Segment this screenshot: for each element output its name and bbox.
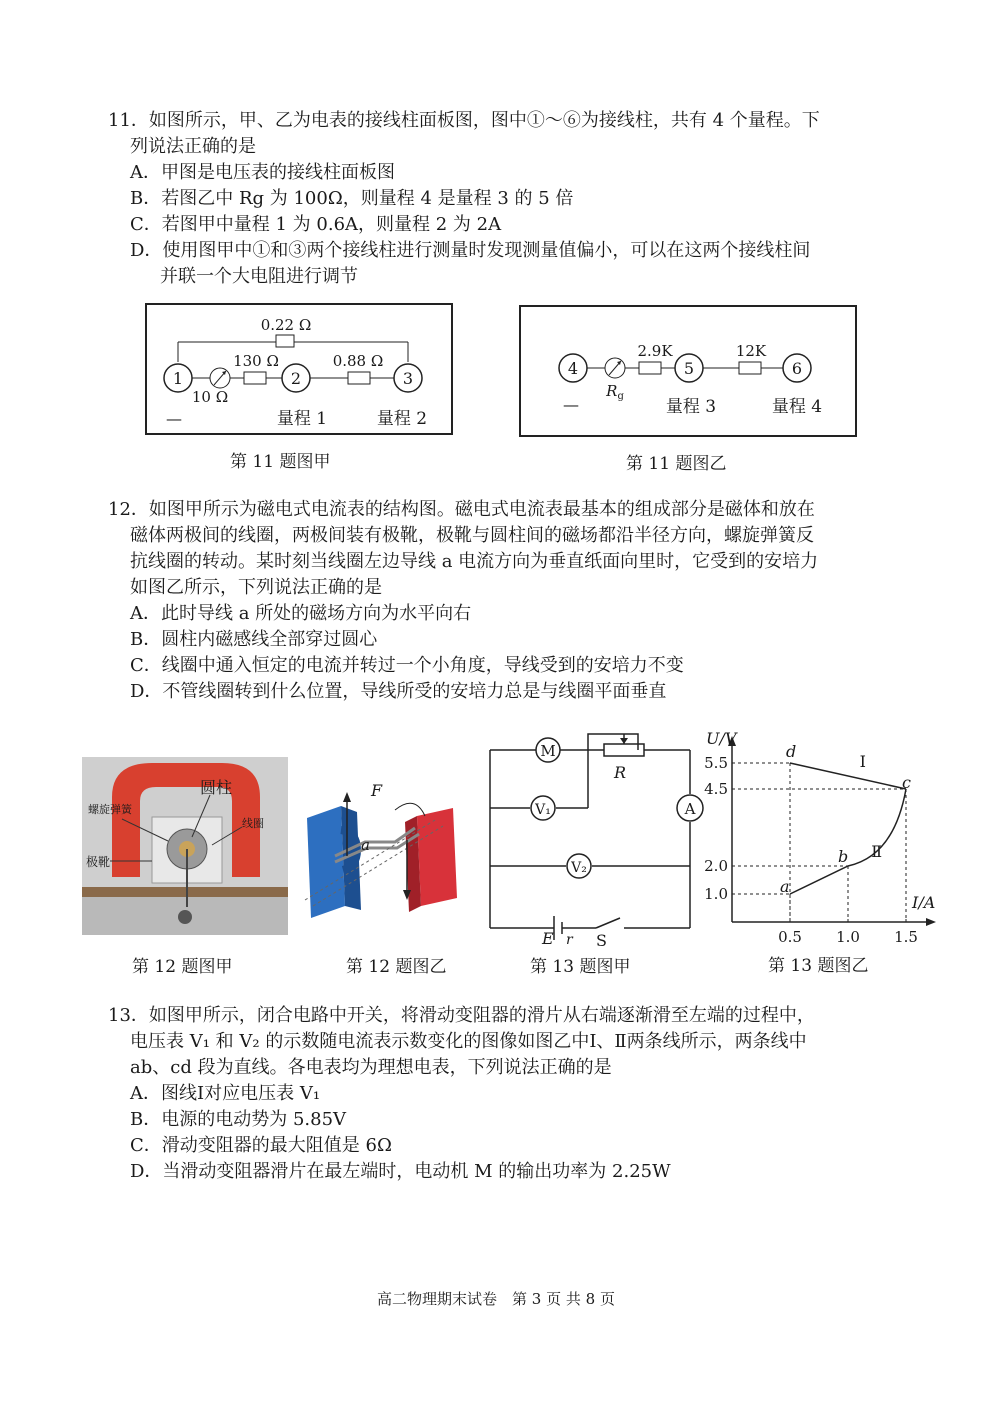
point-c-label: c	[902, 773, 911, 792]
minus-sign: —	[166, 409, 182, 428]
x-tick-label: 0.5	[778, 928, 802, 946]
q13-figure-a-circuit	[484, 730, 714, 950]
point-b-label: b	[838, 847, 849, 866]
switch-label: S	[596, 931, 607, 950]
page-footer: 高二物理期末试卷 第 3 页 共 8 页	[377, 1290, 615, 1308]
range-1-label: 量程 1	[276, 409, 328, 429]
series-I-name: Ⅰ	[859, 751, 866, 771]
y-tick-label: 4.5	[704, 780, 728, 798]
label-pole-shoe: 极靴	[86, 855, 111, 869]
q11-option-a: A．甲图是电压表的接线柱面板图	[130, 162, 395, 183]
rheostat-label: R	[613, 763, 627, 782]
q12-option-d: D．不管线圈转到什么位置，导线所受的安培力总是与线圈平面垂直	[130, 681, 667, 702]
resistor-label-12k: 12K	[735, 342, 767, 360]
q11-option-d-line1: D．使用图甲中①和③两个接线柱进行测量时发现测量值偏小，可以在这两个接线柱间	[130, 240, 811, 261]
series-I-line	[790, 763, 906, 789]
q12-stem-line3: 抗线圈的转动。某时刻当线圈左边导线 a 电流方向为垂直纸面向里时，它受到的安培力	[130, 551, 819, 572]
q13-stem-line3: ab、cd 段为直线。各电表均为理想电表，下列说法正确的是	[130, 1057, 612, 1078]
q11-option-b: B．若图乙中 Rg 为 100Ω，则量程 4 是量程 3 的 5 倍	[130, 188, 574, 209]
resistor-label-0.22: 0.22 Ω	[260, 316, 312, 334]
q13-option-d: D．当滑动变阻器滑片在最左端时，电动机 M 的输出功率为 2.25W	[130, 1161, 671, 1182]
q11-figure-b	[515, 302, 863, 442]
rg-label: $R_g$	[606, 382, 624, 402]
range-3-label: 量程 3	[665, 397, 717, 417]
point-a-label: a	[780, 877, 790, 896]
terminal-3: 3	[402, 369, 414, 388]
series-II-name: Ⅱ	[871, 841, 883, 861]
motor-label: M	[540, 742, 556, 760]
q11-option-c: C．若图甲中量程 1 为 0.6A，则量程 2 为 2A	[130, 214, 502, 235]
y-tick-label: 5.5	[704, 754, 728, 772]
q11-caption-a: 第 11 题图甲	[230, 452, 331, 472]
terminal-5: 5	[683, 359, 695, 378]
minus-sign: —	[563, 395, 579, 414]
terminal-4: 4	[567, 359, 579, 378]
q12-caption-b: 第 12 题图乙	[346, 957, 447, 977]
label-coil: 线圈	[242, 817, 264, 830]
terminal-1: 1	[172, 369, 184, 388]
q13-option-a: A．图线Ⅰ对应电压表 V₁	[130, 1083, 321, 1104]
q12-figure-b	[295, 770, 475, 920]
q13-caption-a: 第 13 题图甲	[530, 957, 631, 977]
internal-r-label: r	[566, 932, 573, 948]
voltmeter-v1-label: V₁	[535, 802, 551, 818]
resistor-label-2.9k: 2.9K	[637, 342, 673, 360]
q11-option-d-line2: 并联一个大电阻进行调节	[160, 266, 358, 287]
q13-option-c: C．滑动变阻器的最大阻值是 6Ω	[130, 1135, 392, 1156]
y-tick-label: 1.0	[704, 885, 728, 903]
force-label: F	[371, 781, 383, 800]
q11-stem-line2: 列说法正确的是	[130, 136, 256, 157]
q12-option-b: B．圆柱内磁感线全部穿过圆心	[130, 629, 378, 650]
q12-stem-line2: 磁体两极间的线圈，两极间装有极靴，极靴与圆柱间的磁场都沿半径方向，螺旋弹簧反	[130, 525, 814, 546]
q13-caption-b: 第 13 题图乙	[768, 956, 869, 976]
q13-stem-line1: 13．如图甲所示，闭合电路中开关，将滑动变阻器的滑片从右端逐渐滑至左端的过程中，	[108, 1005, 815, 1026]
label-cylinder: 圆柱	[200, 778, 233, 797]
q12-photo-galvanometer	[82, 757, 288, 935]
range-4-label: 量程 4	[771, 397, 823, 417]
terminal-6: 6	[791, 359, 803, 378]
q11-caption-b: 第 11 题图乙	[626, 454, 727, 474]
wire-a-label: a	[361, 836, 370, 854]
q12-option-a: A．此时导线 a 所处的磁场方向为水平向右	[130, 603, 472, 624]
label-spring: 螺旋弹簧	[88, 803, 132, 816]
range-2-label: 量程 2	[376, 409, 428, 429]
x-axis-arrow	[926, 918, 936, 926]
galvanometer-label: 10 Ω	[191, 388, 229, 406]
q11-figure-a	[140, 300, 460, 440]
q11-stem-line1: 11．如图所示，甲、乙为电表的接线柱面板图，图中①～⑥为接线柱，共有 4 个量程。下	[108, 110, 820, 131]
q12-stem-line4: 如图乙所示，下列说法正确的是	[130, 577, 382, 598]
voltmeter-v2-label: V₂	[571, 860, 587, 876]
y-tick-label: 2.0	[704, 857, 728, 875]
q12-stem-line1: 12．如图甲所示为磁电式电流表的结构图。磁电式电流表最基本的组成部分是磁体和放在	[108, 499, 815, 520]
point-d-label: d	[786, 742, 797, 761]
q13-figure-b-chart	[698, 728, 944, 950]
x-tick-label: 1.0	[836, 928, 860, 946]
ammeter-label: A	[684, 800, 696, 818]
q13-stem-line2: 电压表 V₁ 和 V₂ 的示数随电流表示数变化的图像如图乙中Ⅰ、Ⅱ两条线所示，两条线中	[130, 1031, 807, 1052]
resistor-label-0.88: 0.88 Ω	[332, 352, 384, 370]
q12-option-c: C．线圈中通入恒定的电流并转过一个小角度，导线受到的安培力不变	[130, 655, 684, 676]
emf-label: E	[542, 929, 554, 948]
q13-option-b: B．电源的电动势为 5.85V	[130, 1109, 347, 1130]
x-axis-label: I/A	[912, 893, 936, 912]
x-tick-label: 1.5	[894, 928, 918, 946]
resistor-label-130: 130 Ω	[233, 352, 279, 370]
terminal-2: 2	[290, 369, 302, 388]
y-axis-label: U/V	[706, 729, 737, 748]
q12-caption-a: 第 12 题图甲	[132, 957, 233, 977]
